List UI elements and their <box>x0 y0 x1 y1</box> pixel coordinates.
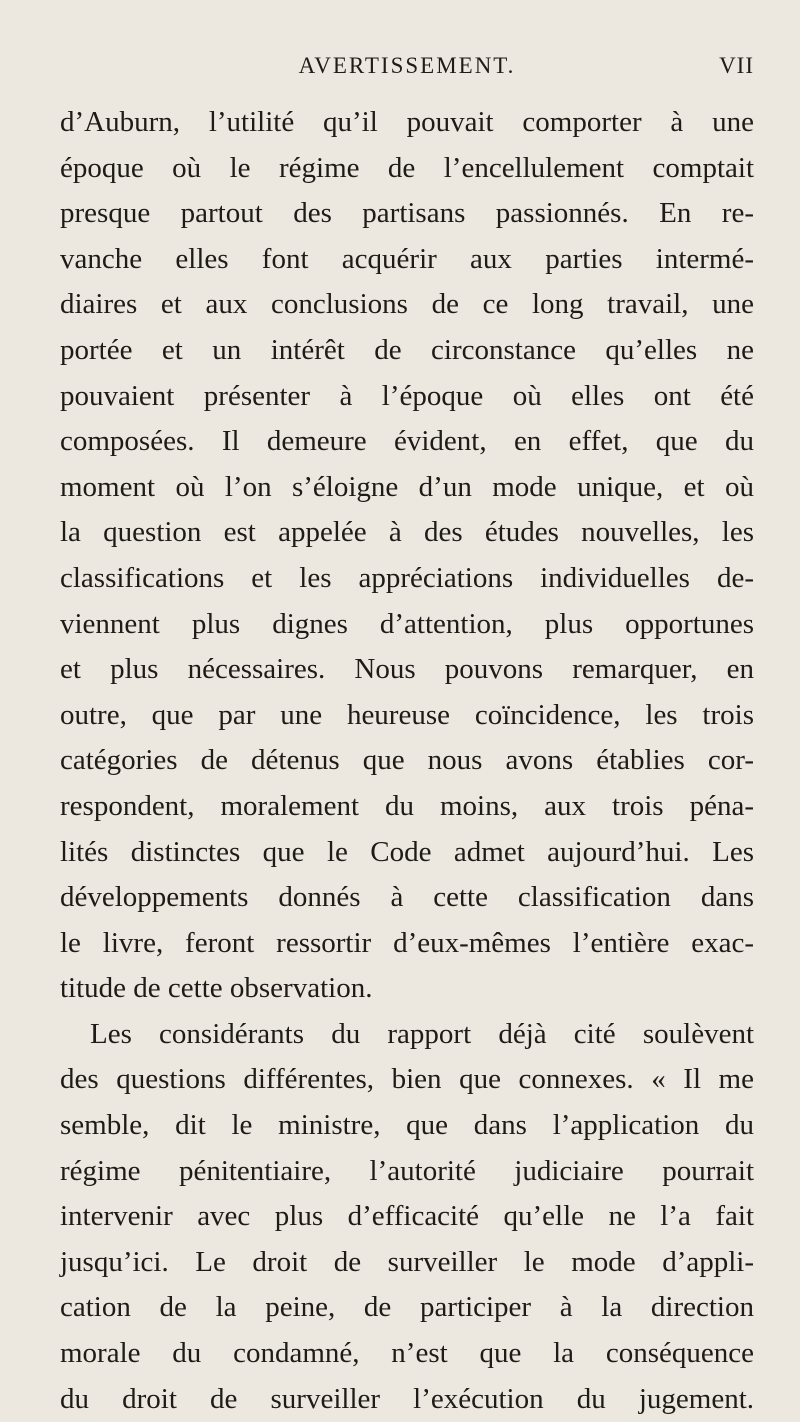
text-line: diaires et aux conclusions de ce long travail, une <box>60 288 754 321</box>
text-line: d’Auburn, l’utilité qu’il pouvait comporter à une <box>60 106 754 138</box>
text-line: le livre, feront ressortir d’eux-mêmes l’entière exac- <box>60 926 754 959</box>
text-line: du droit de surveiller l’exécution du jugement. <box>60 1382 754 1415</box>
paragraph-first-line: Les considérants du rapport déjà cité soulèvent <box>90 1017 754 1050</box>
text-line: jusqu’ici. Le droit de surveiller le mode d’appli- <box>60 1245 754 1278</box>
text-line: presque partout des partisans passionnés. En re- <box>60 197 754 230</box>
text-line: respondent, moralement du moins, aux trois péna- <box>60 789 754 822</box>
text-line: vanche elles font acquérir aux parties intermé- <box>60 242 754 275</box>
text-line: composées. Il demeure évident, en effet, que du <box>60 425 754 458</box>
body-text <box>60 100 754 1422</box>
running-head <box>60 46 754 86</box>
text-line: développements donnés à cette classification dans <box>60 881 754 914</box>
text-line: moment où l’on s’éloigne d’un mode unique, et où <box>60 470 754 503</box>
running-title: AVERTISSEMENT. <box>298 53 516 78</box>
page-number: VII <box>719 53 754 78</box>
text-line: pouvaient présenter à l’époque où elles ont été <box>60 379 754 412</box>
text-line: lités distinctes que le Code admet aujourd’hui. Les <box>60 835 754 868</box>
text-line: intervenir avec plus d’efficacité qu’elle ne l’a fait <box>60 1200 754 1233</box>
text-line: des questions différentes, bien que connexes. « Il me <box>60 1063 754 1096</box>
text-line: cation de la peine, de participer à la direction <box>60 1291 754 1324</box>
text-line: catégories de détenus que nous avons établies cor- <box>60 744 754 777</box>
text-line: et plus nécessaires. Nous pouvons remarquer, en <box>60 653 754 686</box>
text-line: la question est appelée à des études nouvelles, les <box>60 516 754 549</box>
text-line: classifications et les appréciations individuelles de- <box>60 561 754 594</box>
text-line: outre, que par une heureuse coïncidence, les trois <box>60 698 754 731</box>
text-line: portée et un intérêt de circonstance qu’elles ne <box>60 333 754 366</box>
text-line: époque où le régime de l’encellulement comptait <box>60 151 754 184</box>
text-line: régime pénitentiaire, l’autorité judiciaire pourrait <box>60 1154 754 1187</box>
paragraph-last-line: titude de cette observation. <box>60 972 373 1005</box>
text-line: morale du condamné, n’est que la conséquence <box>60 1337 754 1370</box>
text-line: viennent plus dignes d’attention, plus opportunes <box>60 607 754 640</box>
text-line: semble, dit le ministre, que dans l’application du <box>60 1109 754 1142</box>
